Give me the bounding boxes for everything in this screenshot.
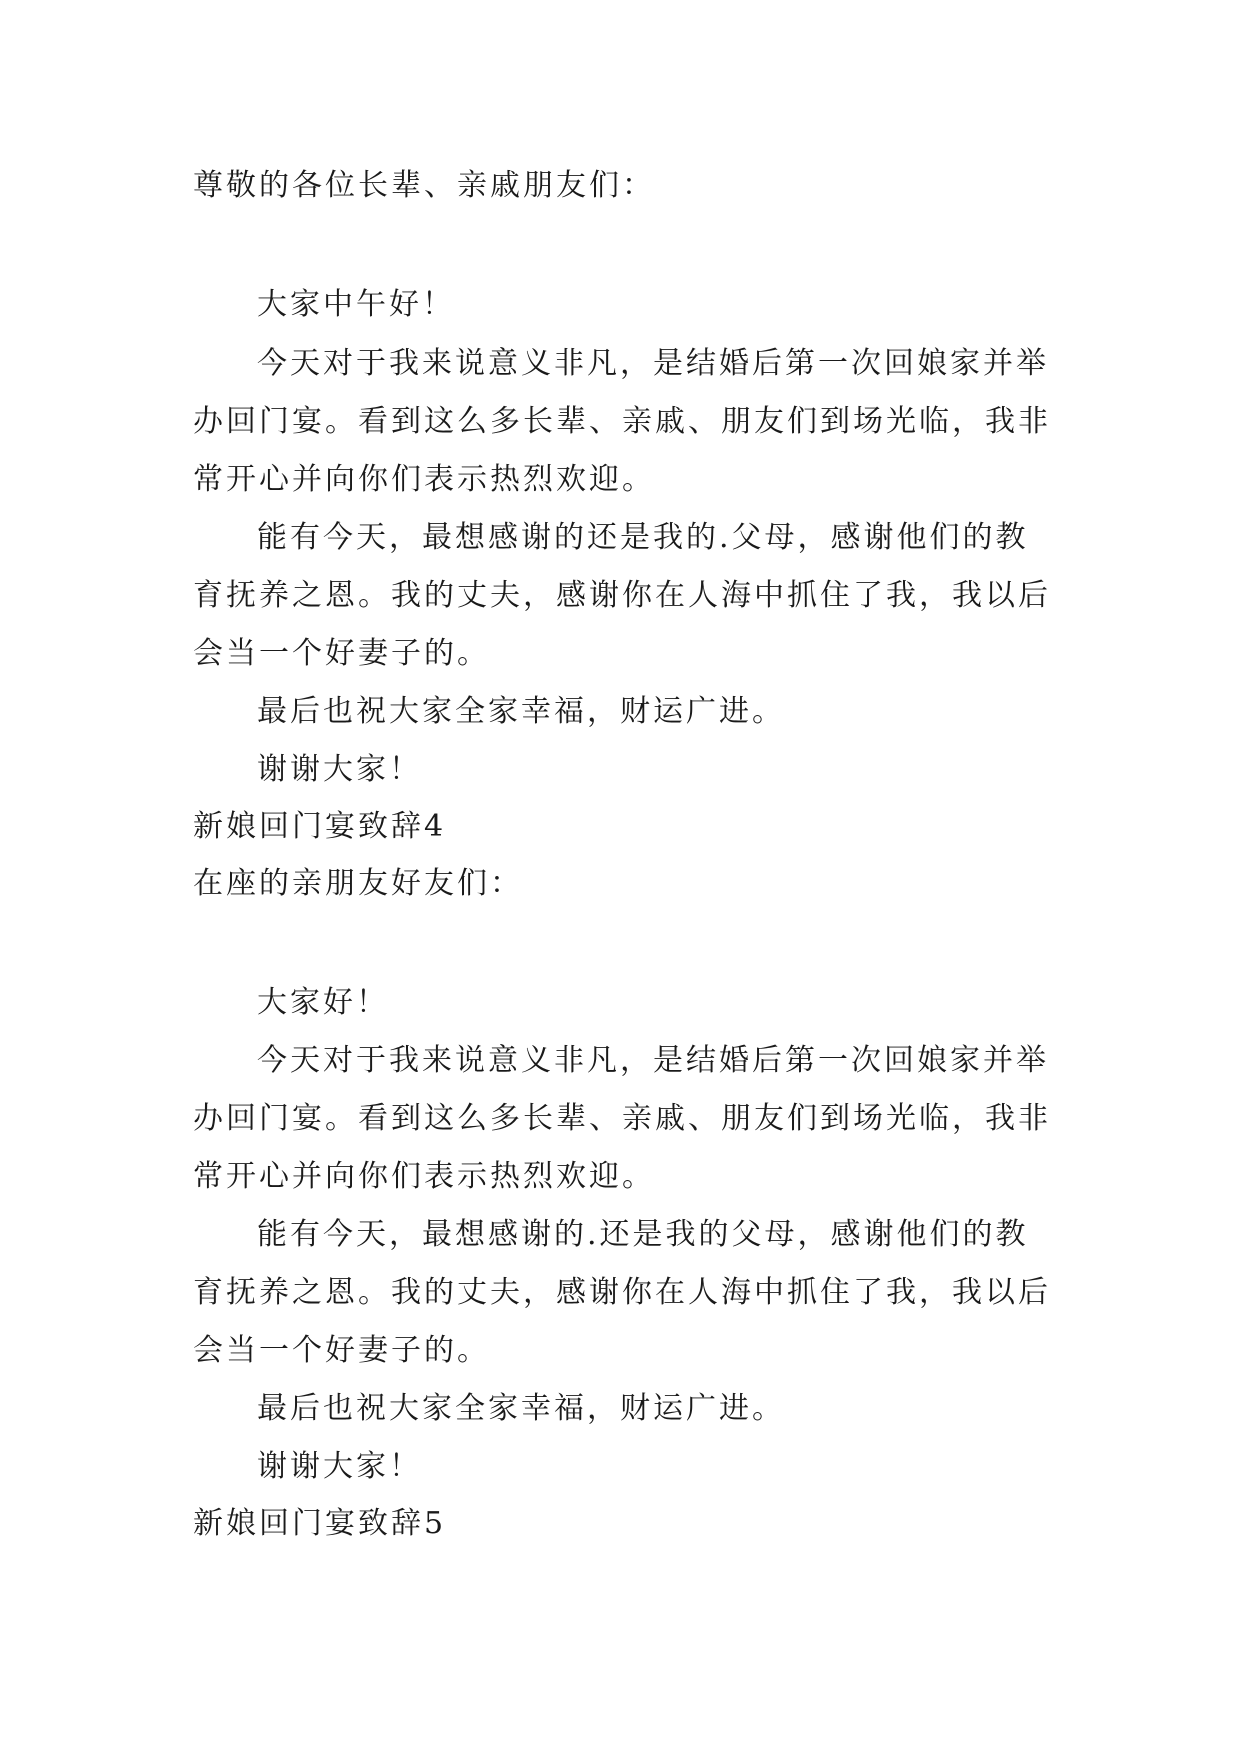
paragraph-line: 育抚养之恩。我的丈夫，感谢你在人海中抓住了我，我以后 bbox=[193, 578, 1051, 613]
paragraph-line: 常开心并向你们表示热烈欢迎。 bbox=[193, 1159, 655, 1194]
paragraph-line: 今天对于我来说意义非凡，是结婚后第一次回娘家并举 bbox=[257, 346, 1049, 381]
paragraph-line: 能有今天，最想感谢的.还是我的父母，感谢他们的教 bbox=[257, 1217, 1029, 1252]
salutation-line: 在座的亲朋友好友们： bbox=[193, 866, 523, 901]
paragraph-line: 育抚养之恩。我的丈夫，感谢你在人海中抓住了我，我以后 bbox=[193, 1275, 1051, 1310]
paragraph-line: 会当一个好妻子的。 bbox=[193, 1333, 490, 1368]
salutation-line: 尊敬的各位长辈、亲戚朋友们： bbox=[193, 168, 655, 203]
paragraph-line: 能有今天，最想感谢的还是我的.父母，感谢他们的教 bbox=[257, 520, 1029, 555]
paragraph-line: 今天对于我来说意义非凡，是结婚后第一次回娘家并举 bbox=[257, 1043, 1049, 1078]
paragraph-line: 办回门宴。看到这么多长辈、亲戚、朋友们到场光临，我非 bbox=[193, 404, 1051, 439]
paragraph-line: 会当一个好妻子的。 bbox=[193, 636, 490, 671]
paragraph-line: 最后也祝大家全家幸福，财运广进。 bbox=[257, 694, 785, 729]
paragraph-line: 最后也祝大家全家幸福，财运广进。 bbox=[257, 1391, 785, 1426]
greeting-line: 大家中午好！ bbox=[257, 287, 455, 322]
section-heading: 新娘回门宴致辞4 bbox=[193, 809, 447, 844]
paragraph-line: 常开心并向你们表示热烈欢迎。 bbox=[193, 462, 655, 497]
closing-line: 谢谢大家！ bbox=[257, 752, 422, 787]
closing-line: 谢谢大家！ bbox=[257, 1449, 422, 1484]
greeting-line: 大家好！ bbox=[257, 985, 389, 1020]
section-heading: 新娘回门宴致辞5 bbox=[193, 1506, 447, 1541]
paragraph-line: 办回门宴。看到这么多长辈、亲戚、朋友们到场光临，我非 bbox=[193, 1101, 1051, 1136]
